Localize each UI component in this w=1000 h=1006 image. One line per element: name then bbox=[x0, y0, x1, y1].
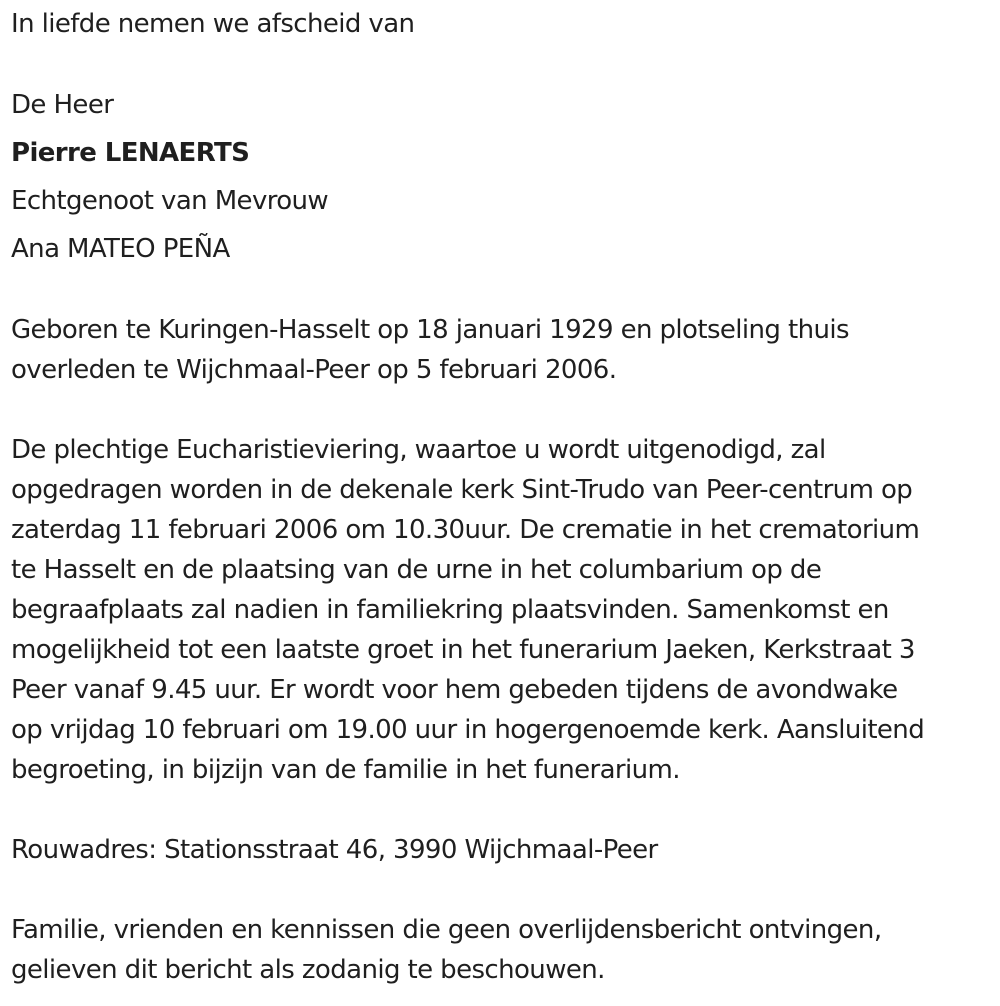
paragraph-line: mogelijkheid tot een laatste groet in het funerarium Jaeken, Kerkstraat 3 bbox=[11, 635, 915, 665]
paragraph-line: overleden te Wijchmaal-Peer op 5 februari 2006. bbox=[11, 355, 617, 385]
paragraph-line: begraafplaats zal nadien in familiekring plaatsvinden. Samenkomst en bbox=[11, 595, 889, 625]
paragraph-line: Peer vanaf 9.45 uur. Er wordt voor hem gebeden tijdens de avondwake bbox=[11, 675, 898, 705]
honorific-title: De Heer bbox=[11, 90, 114, 120]
spouse-label: Echtgenoot van Mevrouw bbox=[11, 186, 329, 216]
notice-paragraph bbox=[11, 910, 881, 990]
deceased-name: Pierre LENAERTS bbox=[11, 138, 250, 168]
paragraph-line: Geboren te Kuringen-Hasselt op 18 januari 1929 en plotseling thuis bbox=[11, 315, 849, 345]
paragraph-line: gelieven dit bericht als zodanig te beschouwen. bbox=[11, 955, 605, 985]
ceremony-paragraph bbox=[11, 430, 924, 790]
paragraph-line: op vrijdag 10 februari om 19.00 uur in hogergenoemde kerk. Aansluitend bbox=[11, 715, 925, 745]
paragraph-line: begroeting, in bijzijn van de familie in het funerarium. bbox=[11, 755, 680, 785]
paragraph-line: zaterdag 11 februari 2006 om 10.30uur. De crematie in het crematorium bbox=[11, 515, 920, 545]
spouse-name: Ana MATEO PEÑA bbox=[11, 234, 230, 264]
intro-text: In liefde nemen we afscheid van bbox=[11, 9, 415, 39]
paragraph-line: Familie, vrienden en kennissen die geen overlijdensbericht ontvingen, bbox=[11, 915, 882, 945]
paragraph-line: De plechtige Eucharistieviering, waartoe u wordt uitgenodigd, zal bbox=[11, 435, 826, 465]
paragraph-line: te Hasselt en de plaatsing van de urne in het columbarium op de bbox=[11, 555, 822, 585]
birth-death-paragraph bbox=[11, 310, 849, 390]
mourning-address: Rouwadres: Stationsstraat 46, 3990 Wijchmaal-Peer bbox=[11, 835, 658, 865]
paragraph-line: opgedragen worden in de dekenale kerk Sint-Trudo van Peer-centrum op bbox=[11, 475, 913, 505]
